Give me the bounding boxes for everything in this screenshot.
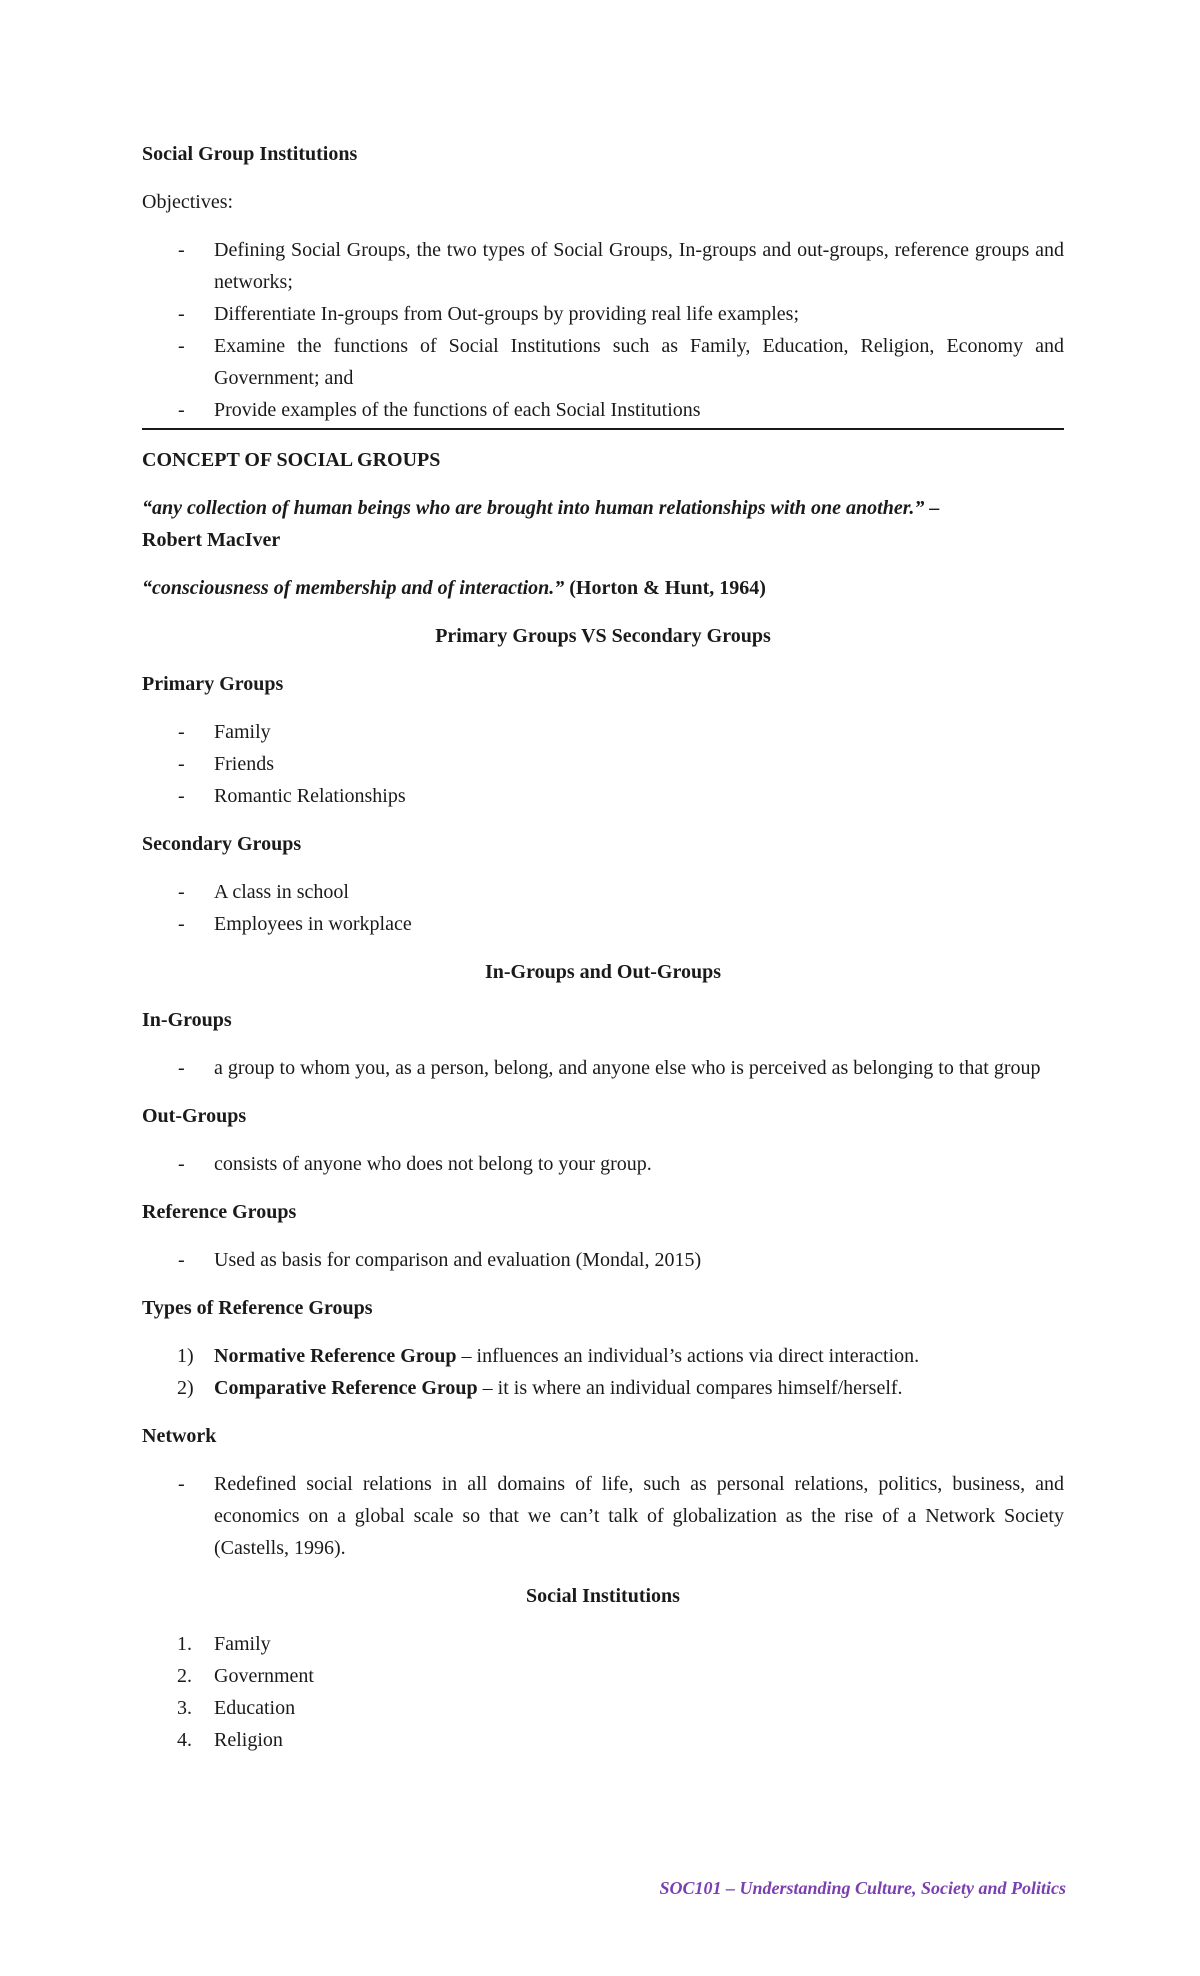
dash-bullet: -	[178, 785, 185, 807]
dash-bullet: -	[178, 335, 185, 357]
social-institutions-list	[142, 1628, 1064, 1756]
list-number: 4.	[177, 1729, 192, 1751]
list-item: - Friends	[142, 748, 1064, 780]
term-description: – it is where an individual compares himself/herself.	[477, 1377, 903, 1399]
objectives-label: Objectives:	[142, 191, 234, 213]
list-number: 1.	[177, 1633, 192, 1655]
in-groups-label: In-Groups	[142, 1009, 232, 1031]
quote-text: “consciousness of membership and of interaction.”	[142, 577, 565, 599]
reference-groups-list	[142, 1244, 1064, 1276]
document-page	[142, 138, 1064, 1772]
list-item: - Redefined social relations in all domains of life, such as personal relations, politics, business, and economics on a global scale so that we can’t talk of globalization as the rise of a Network Society (Castells, 1996).	[142, 1468, 1064, 1564]
primary-groups-list	[142, 716, 1064, 812]
dash-bullet: -	[178, 1473, 185, 1495]
primary-groups-label: Primary Groups	[142, 673, 284, 695]
dash-bullet: -	[178, 721, 185, 743]
quote-horton-hunt	[142, 572, 1064, 604]
dash-bullet: -	[178, 1249, 185, 1271]
list-number: 3.	[177, 1697, 192, 1719]
dash-bullet: -	[178, 303, 185, 325]
list-item: 1. Family	[142, 1628, 1064, 1660]
term: Comparative Reference Group	[214, 1377, 478, 1399]
list-item: - consists of anyone who does not belong to your group.	[142, 1148, 1064, 1180]
document-title: Social Group Institutions	[142, 143, 358, 165]
objective-item: - Provide examples of the functions of each Social Institutions	[142, 394, 1064, 426]
quote-text: “any collection of human beings who are brought into human relationships with one another.” –	[142, 497, 940, 519]
dash-bullet: -	[178, 1153, 185, 1175]
list-item	[142, 1372, 1064, 1404]
secondary-groups-label: Secondary Groups	[142, 833, 302, 855]
page-footer: SOC101 – Understanding Culture, Society and Politics	[659, 1878, 1066, 1898]
dash-bullet: -	[178, 753, 185, 775]
out-groups-label: Out-Groups	[142, 1105, 247, 1127]
objective-item: - Differentiate In-groups from Out-groups by providing real life examples;	[142, 298, 1064, 330]
quote-maciver	[142, 492, 1064, 556]
list-item: - A class in school	[142, 876, 1064, 908]
types-of-reference-list	[142, 1340, 1064, 1404]
primary-vs-secondary-heading: Primary Groups VS Secondary Groups	[435, 625, 771, 647]
list-item: - a group to whom you, as a person, belong, and anyone else who is perceived as belonging to that group	[142, 1052, 1064, 1084]
quote-citation: (Horton & Hunt, 1964)	[564, 577, 766, 599]
term: Normative Reference Group	[214, 1345, 457, 1367]
dash-bullet: -	[178, 913, 185, 935]
network-list	[142, 1468, 1064, 1564]
network-label: Network	[142, 1425, 217, 1447]
quote-author: Robert MacIver	[142, 529, 281, 551]
objectives-list	[142, 234, 1064, 426]
types-of-reference-label: Types of Reference Groups	[142, 1297, 373, 1319]
list-item: 2. Government	[142, 1660, 1064, 1692]
dash-bullet: -	[178, 399, 185, 421]
list-item: 3. Education	[142, 1692, 1064, 1724]
term-description: – influences an individual’s actions via direct interaction.	[456, 1345, 920, 1367]
objective-item: - Examine the functions of Social Institutions such as Family, Education, Religion, Economy and Government; and	[142, 330, 1064, 394]
list-item	[142, 1340, 1064, 1372]
list-number: 1)	[177, 1345, 194, 1367]
objective-item: - Defining Social Groups, the two types of Social Groups, In-groups and out-groups, reference groups and networks;	[142, 234, 1064, 298]
dash-bullet: -	[178, 239, 185, 261]
list-item: - Family	[142, 716, 1064, 748]
out-groups-list	[142, 1148, 1064, 1180]
social-institutions-heading: Social Institutions	[526, 1585, 680, 1607]
list-item: 4. Religion	[142, 1724, 1064, 1756]
section-divider	[142, 428, 1064, 430]
list-number: 2)	[177, 1377, 194, 1399]
list-item: - Used as basis for comparison and evaluation (Mondal, 2015)	[142, 1244, 1064, 1276]
reference-groups-label: Reference Groups	[142, 1201, 297, 1223]
secondary-groups-list	[142, 876, 1064, 940]
dash-bullet: -	[178, 1057, 185, 1079]
in-groups-list	[142, 1052, 1064, 1084]
concept-heading: CONCEPT OF SOCIAL GROUPS	[142, 449, 441, 471]
dash-bullet: -	[178, 881, 185, 903]
list-item: - Romantic Relationships	[142, 780, 1064, 812]
list-item: - Employees in workplace	[142, 908, 1064, 940]
list-number: 2.	[177, 1665, 192, 1687]
in-out-groups-heading: In-Groups and Out-Groups	[484, 961, 721, 983]
